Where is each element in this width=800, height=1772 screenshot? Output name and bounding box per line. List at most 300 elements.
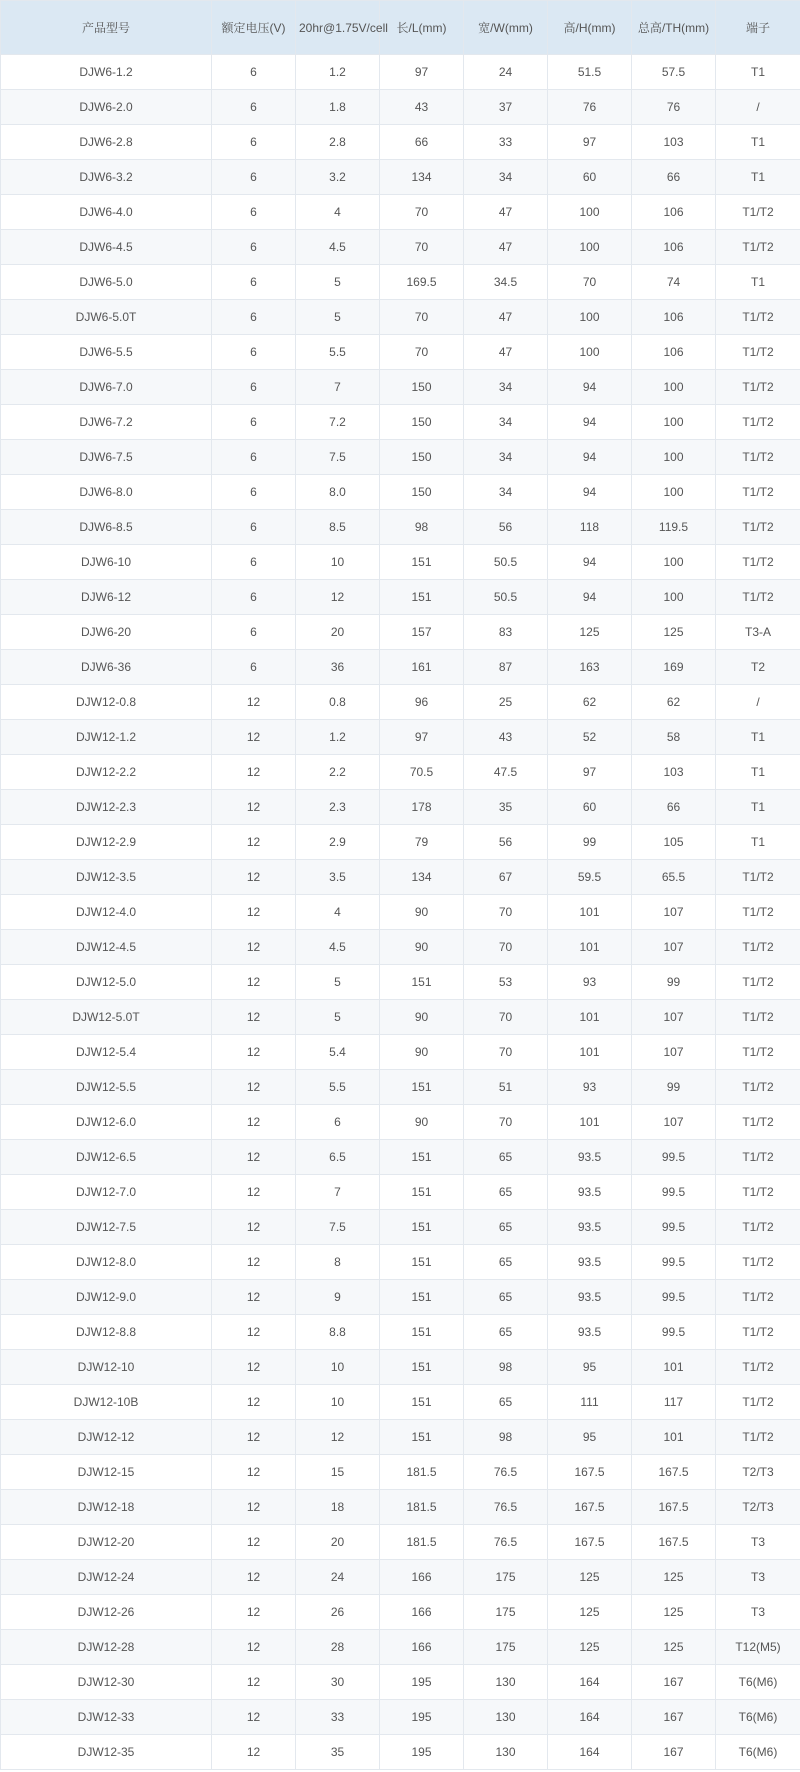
- table-row: [1, 545, 800, 580]
- cell-rated-voltage: 6: [212, 90, 296, 125]
- cell-height: 93.5: [548, 1245, 632, 1280]
- cell-model: DJW12-15: [1, 1455, 212, 1490]
- table-row: [1, 160, 800, 195]
- cell-terminal: T3: [716, 1595, 800, 1630]
- cell-rated-voltage: 12: [212, 1070, 296, 1105]
- cell-width: 130: [464, 1700, 548, 1735]
- cell-height: 118: [548, 510, 632, 545]
- cell-width: 70: [464, 1035, 548, 1070]
- cell-rated-voltage: 6: [212, 300, 296, 335]
- cell-height: 60: [548, 790, 632, 825]
- cell-capacity: 24: [296, 1560, 380, 1595]
- cell-terminal: T1/T2: [716, 1280, 800, 1315]
- cell-width: 50.5: [464, 545, 548, 580]
- table-row: [1, 440, 800, 475]
- cell-capacity: 7.5: [296, 1210, 380, 1245]
- cell-total-height: 125: [632, 1595, 716, 1630]
- cell-capacity: 10: [296, 1350, 380, 1385]
- cell-height: 97: [548, 755, 632, 790]
- cell-width: 130: [464, 1665, 548, 1700]
- cell-terminal: T12(M5): [716, 1630, 800, 1665]
- cell-rated-voltage: 6: [212, 650, 296, 685]
- table-row: [1, 510, 800, 545]
- cell-length: 70: [380, 230, 464, 265]
- cell-total-height: 99.5: [632, 1175, 716, 1210]
- cell-rated-voltage: 6: [212, 615, 296, 650]
- cell-rated-voltage: 12: [212, 1525, 296, 1560]
- cell-terminal: T2/T3: [716, 1455, 800, 1490]
- header-width: 宽/W(mm): [464, 1, 548, 55]
- cell-terminal: T1/T2: [716, 965, 800, 1000]
- cell-height: 125: [548, 1560, 632, 1595]
- cell-capacity: 8.8: [296, 1315, 380, 1350]
- cell-height: 164: [548, 1665, 632, 1700]
- table-row: [1, 405, 800, 440]
- table-row: [1, 1665, 800, 1700]
- cell-model: DJW12-2.3: [1, 790, 212, 825]
- cell-length: 195: [380, 1700, 464, 1735]
- table-row: [1, 1735, 800, 1770]
- cell-length: 70.5: [380, 755, 464, 790]
- cell-rated-voltage: 6: [212, 440, 296, 475]
- cell-terminal: T1: [716, 720, 800, 755]
- cell-length: 151: [380, 1420, 464, 1455]
- cell-length: 151: [380, 1315, 464, 1350]
- cell-total-height: 100: [632, 475, 716, 510]
- cell-height: 111: [548, 1385, 632, 1420]
- cell-rated-voltage: 12: [212, 755, 296, 790]
- cell-rated-voltage: 12: [212, 1000, 296, 1035]
- cell-rated-voltage: 6: [212, 265, 296, 300]
- cell-width: 83: [464, 615, 548, 650]
- cell-height: 93.5: [548, 1280, 632, 1315]
- cell-height: 95: [548, 1350, 632, 1385]
- cell-total-height: 167: [632, 1665, 716, 1700]
- cell-total-height: 99: [632, 965, 716, 1000]
- cell-terminal: T1/T2: [716, 370, 800, 405]
- cell-total-height: 167: [632, 1735, 716, 1770]
- cell-terminal: T1/T2: [716, 1070, 800, 1105]
- cell-terminal: T1: [716, 125, 800, 160]
- cell-rated-voltage: 12: [212, 930, 296, 965]
- cell-model: DJW12-18: [1, 1490, 212, 1525]
- cell-model: DJW12-6.5: [1, 1140, 212, 1175]
- cell-terminal: T1: [716, 55, 800, 90]
- table-row: [1, 265, 800, 300]
- cell-length: 151: [380, 1140, 464, 1175]
- cell-model: DJW6-12: [1, 580, 212, 615]
- cell-model: DJW12-12: [1, 1420, 212, 1455]
- cell-length: 70: [380, 335, 464, 370]
- cell-length: 90: [380, 1035, 464, 1070]
- cell-capacity: 3.2: [296, 160, 380, 195]
- cell-width: 53: [464, 965, 548, 1000]
- cell-height: 101: [548, 930, 632, 965]
- cell-length: 97: [380, 720, 464, 755]
- cell-total-height: 76: [632, 90, 716, 125]
- cell-height: 101: [548, 895, 632, 930]
- cell-height: 100: [548, 335, 632, 370]
- cell-rated-voltage: 6: [212, 510, 296, 545]
- cell-model: DJW12-1.2: [1, 720, 212, 755]
- cell-rated-voltage: 12: [212, 1350, 296, 1385]
- cell-width: 35: [464, 790, 548, 825]
- cell-capacity: 1.2: [296, 55, 380, 90]
- cell-length: 70: [380, 195, 464, 230]
- cell-length: 195: [380, 1735, 464, 1770]
- cell-capacity: 5: [296, 965, 380, 1000]
- table-row: [1, 90, 800, 125]
- cell-width: 175: [464, 1630, 548, 1665]
- cell-terminal: T1/T2: [716, 1385, 800, 1420]
- cell-total-height: 99.5: [632, 1140, 716, 1175]
- cell-model: DJW12-5.5: [1, 1070, 212, 1105]
- cell-total-height: 107: [632, 1105, 716, 1140]
- cell-length: 151: [380, 1175, 464, 1210]
- cell-model: DJW6-4.0: [1, 195, 212, 230]
- cell-model: DJW6-2.0: [1, 90, 212, 125]
- cell-model: DJW12-0.8: [1, 685, 212, 720]
- cell-capacity: 15: [296, 1455, 380, 1490]
- table-row: [1, 1350, 800, 1385]
- cell-height: 76: [548, 90, 632, 125]
- table-row: [1, 1385, 800, 1420]
- cell-total-height: 100: [632, 440, 716, 475]
- cell-width: 65: [464, 1140, 548, 1175]
- cell-height: 99: [548, 825, 632, 860]
- cell-width: 47: [464, 230, 548, 265]
- cell-length: 66: [380, 125, 464, 160]
- cell-length: 166: [380, 1595, 464, 1630]
- cell-length: 166: [380, 1560, 464, 1595]
- cell-width: 50.5: [464, 580, 548, 615]
- cell-rated-voltage: 6: [212, 405, 296, 440]
- cell-height: 167.5: [548, 1455, 632, 1490]
- cell-capacity: 7.5: [296, 440, 380, 475]
- cell-terminal: T1/T2: [716, 335, 800, 370]
- cell-length: 151: [380, 1280, 464, 1315]
- cell-total-height: 125: [632, 1560, 716, 1595]
- cell-total-height: 169: [632, 650, 716, 685]
- header-row: [1, 1, 800, 55]
- cell-height: 101: [548, 1000, 632, 1035]
- header-rated-voltage: 额定电压(V): [212, 1, 296, 55]
- cell-capacity: 33: [296, 1700, 380, 1735]
- cell-rated-voltage: 12: [212, 1245, 296, 1280]
- cell-model: DJW12-20: [1, 1525, 212, 1560]
- table-row: [1, 370, 800, 405]
- header-length: 长/L(mm): [380, 1, 464, 55]
- cell-capacity: 12: [296, 1420, 380, 1455]
- cell-model: DJW6-1.2: [1, 55, 212, 90]
- cell-height: 93.5: [548, 1315, 632, 1350]
- cell-total-height: 100: [632, 580, 716, 615]
- cell-capacity: 2.8: [296, 125, 380, 160]
- cell-width: 65: [464, 1385, 548, 1420]
- cell-height: 100: [548, 230, 632, 265]
- table-row: [1, 300, 800, 335]
- cell-height: 100: [548, 195, 632, 230]
- cell-length: 151: [380, 1210, 464, 1245]
- table-row: [1, 1175, 800, 1210]
- table-row: [1, 125, 800, 160]
- cell-height: 93.5: [548, 1175, 632, 1210]
- cell-width: 47.5: [464, 755, 548, 790]
- cell-height: 125: [548, 1630, 632, 1665]
- cell-rated-voltage: 12: [212, 1280, 296, 1315]
- cell-width: 67: [464, 860, 548, 895]
- table-row: [1, 55, 800, 90]
- cell-length: 195: [380, 1665, 464, 1700]
- cell-total-height: 107: [632, 1000, 716, 1035]
- cell-width: 47: [464, 300, 548, 335]
- cell-rated-voltage: 12: [212, 860, 296, 895]
- cell-height: 164: [548, 1735, 632, 1770]
- cell-terminal: T1/T2: [716, 1000, 800, 1035]
- cell-capacity: 2.2: [296, 755, 380, 790]
- cell-height: 52: [548, 720, 632, 755]
- cell-capacity: 2.3: [296, 790, 380, 825]
- cell-capacity: 0.8: [296, 685, 380, 720]
- cell-length: 166: [380, 1630, 464, 1665]
- cell-model: DJW6-7.2: [1, 405, 212, 440]
- cell-terminal: T1/T2: [716, 1175, 800, 1210]
- cell-length: 157: [380, 615, 464, 650]
- cell-height: 93: [548, 965, 632, 1000]
- cell-height: 60: [548, 160, 632, 195]
- cell-capacity: 6: [296, 1105, 380, 1140]
- cell-rated-voltage: 6: [212, 545, 296, 580]
- cell-capacity: 5: [296, 265, 380, 300]
- cell-model: DJW12-5.0: [1, 965, 212, 1000]
- cell-height: 125: [548, 1595, 632, 1630]
- cell-terminal: T1/T2: [716, 930, 800, 965]
- cell-total-height: 100: [632, 370, 716, 405]
- cell-model: DJW6-20: [1, 615, 212, 650]
- cell-total-height: 119.5: [632, 510, 716, 545]
- table-row: [1, 755, 800, 790]
- cell-capacity: 5: [296, 300, 380, 335]
- cell-height: 62: [548, 685, 632, 720]
- cell-total-height: 106: [632, 335, 716, 370]
- cell-capacity: 5: [296, 1000, 380, 1035]
- cell-model: DJW6-4.5: [1, 230, 212, 265]
- cell-length: 151: [380, 1350, 464, 1385]
- table-row: [1, 1070, 800, 1105]
- cell-height: 101: [548, 1035, 632, 1070]
- cell-length: 98: [380, 510, 464, 545]
- cell-model: DJW12-33: [1, 1700, 212, 1735]
- cell-capacity: 7.2: [296, 405, 380, 440]
- cell-total-height: 57.5: [632, 55, 716, 90]
- cell-model: DJW6-5.0T: [1, 300, 212, 335]
- cell-capacity: 35: [296, 1735, 380, 1770]
- cell-width: 43: [464, 720, 548, 755]
- cell-total-height: 58: [632, 720, 716, 755]
- cell-capacity: 18: [296, 1490, 380, 1525]
- header-height: 高/H(mm): [548, 1, 632, 55]
- cell-width: 47: [464, 195, 548, 230]
- cell-total-height: 101: [632, 1350, 716, 1385]
- table-row: [1, 965, 800, 1000]
- cell-length: 151: [380, 1070, 464, 1105]
- cell-capacity: 20: [296, 615, 380, 650]
- cell-terminal: T1/T2: [716, 510, 800, 545]
- cell-width: 65: [464, 1315, 548, 1350]
- cell-terminal: T1/T2: [716, 1420, 800, 1455]
- cell-capacity: 9: [296, 1280, 380, 1315]
- cell-capacity: 7: [296, 1175, 380, 1210]
- cell-model: DJW6-2.8: [1, 125, 212, 160]
- cell-width: 175: [464, 1560, 548, 1595]
- table-row: [1, 1420, 800, 1455]
- cell-height: 51.5: [548, 55, 632, 90]
- cell-model: DJW12-30: [1, 1665, 212, 1700]
- cell-terminal: T1/T2: [716, 230, 800, 265]
- cell-terminal: T1/T2: [716, 580, 800, 615]
- cell-height: 163: [548, 650, 632, 685]
- table-row: [1, 1035, 800, 1070]
- cell-rated-voltage: 12: [212, 1560, 296, 1595]
- cell-rated-voltage: 12: [212, 1735, 296, 1770]
- cell-total-height: 100: [632, 545, 716, 580]
- cell-rated-voltage: 12: [212, 1315, 296, 1350]
- cell-rated-voltage: 6: [212, 125, 296, 160]
- cell-width: 65: [464, 1175, 548, 1210]
- cell-length: 150: [380, 405, 464, 440]
- cell-width: 34: [464, 475, 548, 510]
- cell-rated-voltage: 12: [212, 1665, 296, 1700]
- cell-total-height: 106: [632, 230, 716, 265]
- cell-length: 150: [380, 475, 464, 510]
- cell-capacity: 30: [296, 1665, 380, 1700]
- table-row: [1, 1560, 800, 1595]
- cell-rated-voltage: 12: [212, 1700, 296, 1735]
- cell-terminal: T1/T2: [716, 1350, 800, 1385]
- cell-total-height: 107: [632, 1035, 716, 1070]
- cell-capacity: 7: [296, 370, 380, 405]
- cell-height: 94: [548, 475, 632, 510]
- table-row: [1, 1210, 800, 1245]
- cell-length: 151: [380, 580, 464, 615]
- cell-total-height: 105: [632, 825, 716, 860]
- cell-rated-voltage: 6: [212, 195, 296, 230]
- cell-length: 181.5: [380, 1490, 464, 1525]
- table-row: [1, 615, 800, 650]
- cell-terminal: T1/T2: [716, 1105, 800, 1140]
- cell-height: 101: [548, 1105, 632, 1140]
- cell-terminal: /: [716, 685, 800, 720]
- cell-terminal: /: [716, 90, 800, 125]
- cell-total-height: 125: [632, 1630, 716, 1665]
- cell-length: 90: [380, 895, 464, 930]
- cell-width: 24: [464, 55, 548, 90]
- cell-width: 76.5: [464, 1455, 548, 1490]
- table-row: [1, 230, 800, 265]
- cell-width: 34: [464, 440, 548, 475]
- cell-rated-voltage: 6: [212, 475, 296, 510]
- cell-height: 95: [548, 1420, 632, 1455]
- table-row: [1, 685, 800, 720]
- table-row: [1, 1245, 800, 1280]
- cell-width: 25: [464, 685, 548, 720]
- cell-capacity: 4: [296, 195, 380, 230]
- cell-model: DJW12-3.5: [1, 860, 212, 895]
- cell-total-height: 106: [632, 195, 716, 230]
- cell-length: 150: [380, 440, 464, 475]
- cell-terminal: T6(M6): [716, 1735, 800, 1770]
- cell-model: DJW6-3.2: [1, 160, 212, 195]
- cell-model: DJW12-5.0T: [1, 1000, 212, 1035]
- cell-rated-voltage: 12: [212, 1595, 296, 1630]
- cell-width: 65: [464, 1245, 548, 1280]
- cell-rated-voltage: 6: [212, 55, 296, 90]
- cell-rated-voltage: 12: [212, 1490, 296, 1525]
- cell-total-height: 74: [632, 265, 716, 300]
- cell-total-height: 66: [632, 160, 716, 195]
- cell-width: 70: [464, 1105, 548, 1140]
- table-row: [1, 930, 800, 965]
- table-row: [1, 1630, 800, 1665]
- cell-model: DJW6-36: [1, 650, 212, 685]
- cell-capacity: 1.8: [296, 90, 380, 125]
- table-row: [1, 790, 800, 825]
- cell-length: 181.5: [380, 1525, 464, 1560]
- cell-height: 93.5: [548, 1140, 632, 1175]
- cell-length: 43: [380, 90, 464, 125]
- cell-width: 98: [464, 1420, 548, 1455]
- cell-terminal: T1/T2: [716, 300, 800, 335]
- cell-terminal: T1/T2: [716, 1140, 800, 1175]
- cell-width: 175: [464, 1595, 548, 1630]
- cell-length: 79: [380, 825, 464, 860]
- cell-height: 70: [548, 265, 632, 300]
- cell-height: 164: [548, 1700, 632, 1735]
- cell-model: DJW12-24: [1, 1560, 212, 1595]
- cell-capacity: 5.5: [296, 1070, 380, 1105]
- cell-terminal: T1/T2: [716, 475, 800, 510]
- cell-height: 93.5: [548, 1210, 632, 1245]
- cell-width: 56: [464, 825, 548, 860]
- cell-total-height: 103: [632, 125, 716, 160]
- cell-height: 94: [548, 580, 632, 615]
- cell-model: DJW12-35: [1, 1735, 212, 1770]
- cell-width: 70: [464, 1000, 548, 1035]
- cell-rated-voltage: 6: [212, 160, 296, 195]
- cell-model: DJW6-7.5: [1, 440, 212, 475]
- cell-total-height: 167.5: [632, 1490, 716, 1525]
- cell-total-height: 125: [632, 615, 716, 650]
- cell-capacity: 5.5: [296, 335, 380, 370]
- cell-rated-voltage: 12: [212, 1420, 296, 1455]
- cell-length: 161: [380, 650, 464, 685]
- cell-model: DJW12-2.9: [1, 825, 212, 860]
- cell-width: 34: [464, 160, 548, 195]
- cell-width: 130: [464, 1735, 548, 1770]
- table-row: [1, 475, 800, 510]
- header-total-height: 总高/TH(mm): [632, 1, 716, 55]
- cell-height: 94: [548, 545, 632, 580]
- cell-total-height: 65.5: [632, 860, 716, 895]
- cell-rated-voltage: 6: [212, 335, 296, 370]
- cell-capacity: 6.5: [296, 1140, 380, 1175]
- cell-terminal: T6(M6): [716, 1665, 800, 1700]
- cell-terminal: T1/T2: [716, 545, 800, 580]
- cell-rated-voltage: 12: [212, 1210, 296, 1245]
- cell-height: 94: [548, 440, 632, 475]
- header-model: 产品型号: [1, 1, 212, 55]
- cell-terminal: T1: [716, 790, 800, 825]
